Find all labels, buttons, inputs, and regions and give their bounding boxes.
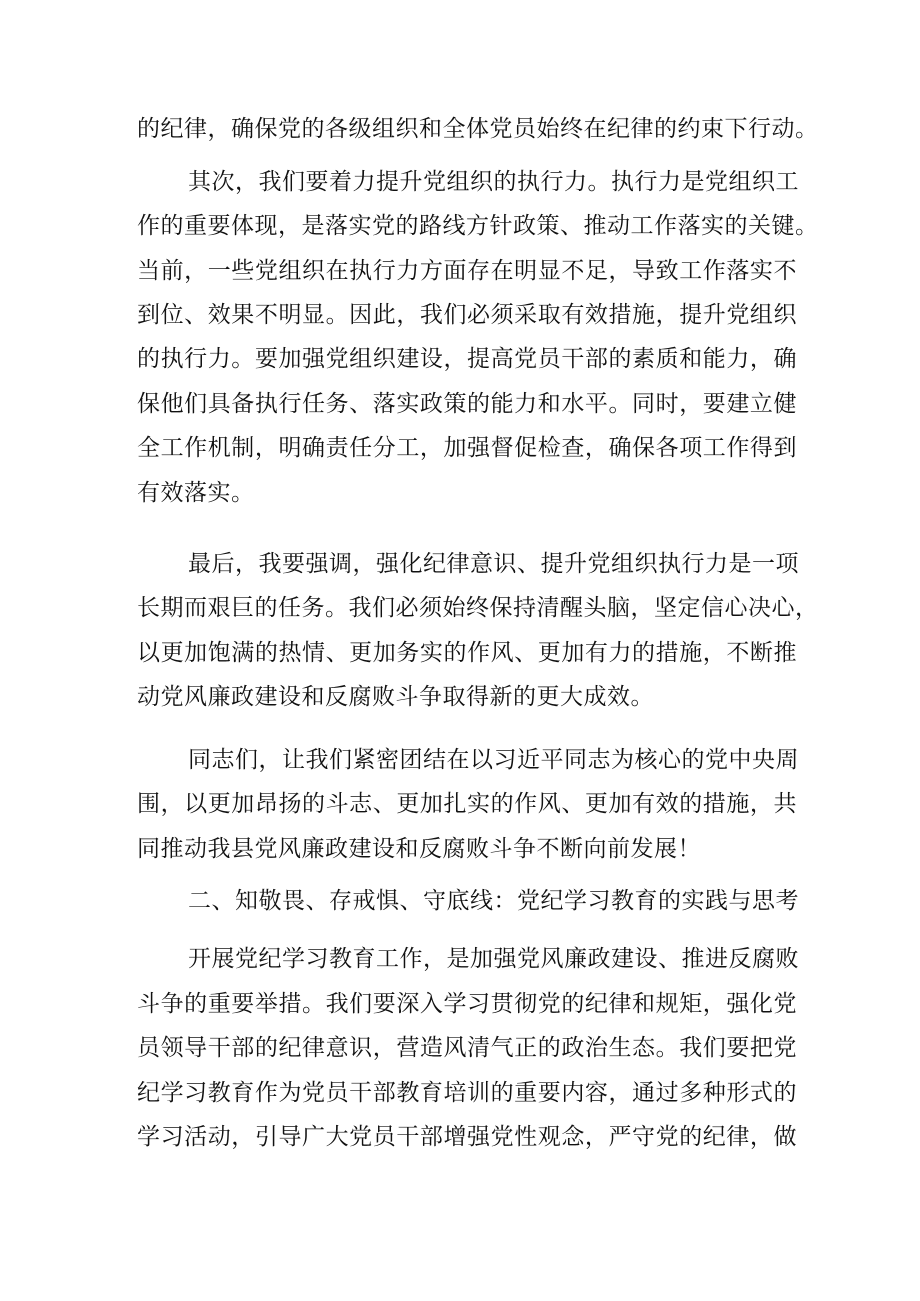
text-line: 同志们，让我们紧密团结在以习近平同志为核心的党中央周 — [188, 747, 799, 773]
text-line: 有效落实。 — [137, 480, 255, 506]
text-line: 其次，我们要着力提升党组织的执行力。执行力是党组织工 — [188, 169, 799, 195]
section-heading: 二、知敬畏、存戒惧、守底线：党纪学习教育的实践与思考 — [188, 888, 799, 914]
text-line: 以更加饱满的热情、更加务实的作风、更加有力的措施，不断推 — [137, 640, 797, 666]
text-line: 保他们具备执行任务、落实政策的能力和水平。同时，要建立健 — [137, 391, 797, 417]
text-line: 开展党纪学习教育工作，是加强党风廉政建设、推进反腐败 — [188, 946, 799, 972]
text-line: 同推动我县党风廉政建设和反腐败斗争不断向前发展！ — [137, 836, 701, 862]
text-line: 学习活动，引导广大党员干部增强党性观念，严守党的纪律，做 — [137, 1124, 797, 1150]
text-line: 员领导干部的纪律意识，营造风清气正的政治生态。我们要把党 — [137, 1035, 797, 1061]
text-line: 纪学习教育作为党员干部教育培训的重要内容，通过多种形式的 — [137, 1080, 797, 1106]
text-line: 作的重要体现，是落实党的路线方针政策、推动工作落实的关键。 — [137, 213, 819, 239]
text-line: 当前，一些党组织在执行力方面存在明显不足，导致工作落实不 — [137, 258, 797, 284]
text-line: 长期而艰巨的任务。我们必须始终保持清醒头脑，坚定信心决心， — [137, 595, 819, 621]
text-line: 全工作机制，明确责任分工，加强督促检查，确保各项工作得到 — [137, 435, 797, 461]
text-line: 围，以更加昂扬的斗志、更加扎实的作风、更加有效的措施，共 — [137, 791, 797, 817]
text-line: 的纪律，确保党的各级组织和全体党员始终在纪律的约束下行动。 — [137, 116, 819, 142]
text-line: 斗争的重要举措。我们要深入学习贯彻党的纪律和规矩，强化党 — [137, 991, 797, 1017]
text-line: 的执行力。要加强党组织建设，提高党员干部的素质和能力，确 — [137, 346, 797, 372]
text-line: 到位、效果不明显。因此，我们必须采取有效措施，提升党组织 — [137, 302, 797, 328]
text-line: 动党风廉政建设和反腐败斗争取得新的更大成效。 — [137, 684, 654, 710]
text-line: 最后，我要强调，强化纪律意识、提升党组织执行力是一项 — [188, 551, 799, 577]
